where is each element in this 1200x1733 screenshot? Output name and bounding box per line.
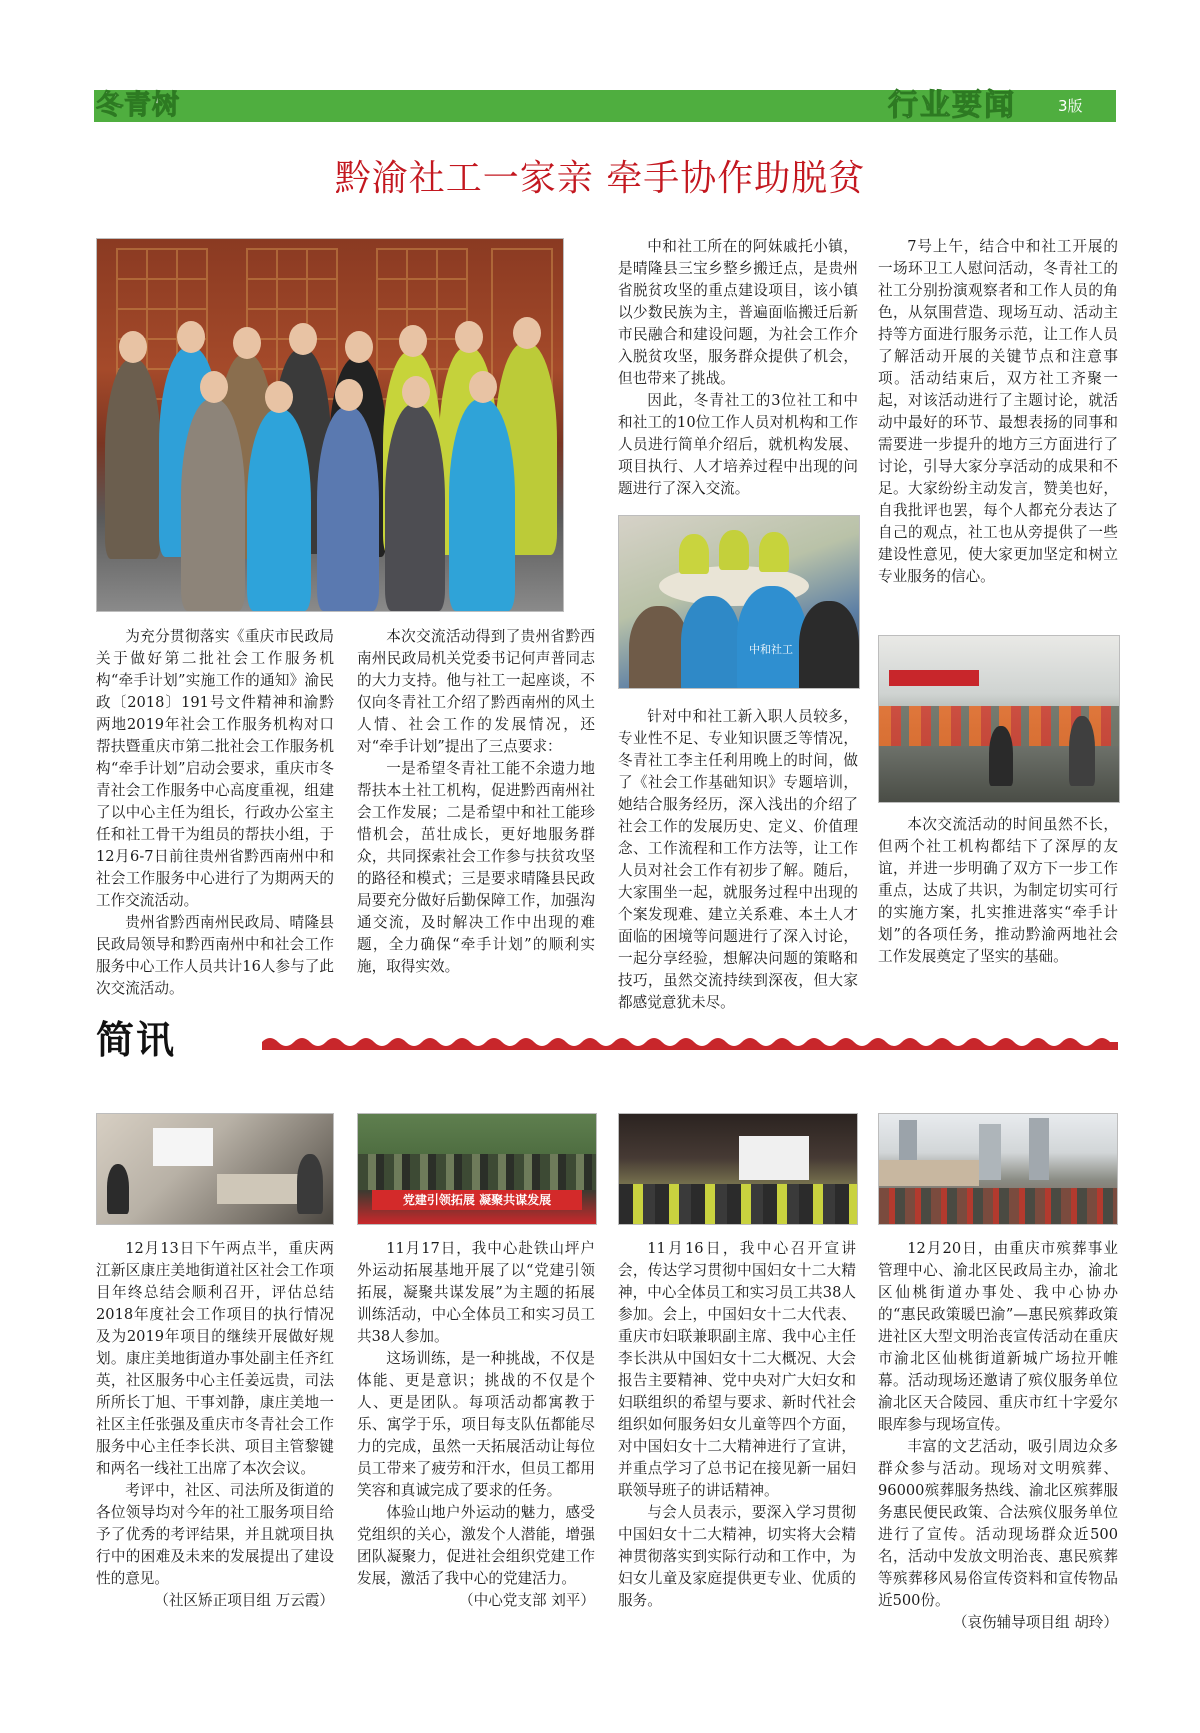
article-column-3	[618, 236, 858, 500]
briefs-section-title: 简讯	[96, 1018, 177, 1062]
meeting-photo	[618, 515, 860, 689]
outdoor-event-photo	[878, 635, 1120, 803]
group-photo	[96, 238, 564, 612]
brief-byline: （社区矫正项目组 万云霞）	[154, 1592, 334, 1609]
brief-3	[618, 1238, 856, 1612]
training-banner-text: 党建引领拓展 凝聚共谋发展	[372, 1190, 582, 1210]
article-column-2	[357, 626, 595, 978]
article-column-3-lower	[618, 706, 858, 1014]
article-column-1	[96, 626, 334, 1000]
brief-paragraph: 12月20日，由重庆市殡葬事业管理中心、渝北区民政局主办，渝北区仙桃街道办事处、我中心协办的“惠民政策暖巴渝”—惠民殡葬政策进社区大型文明治丧宣传活动在重庆市渝北区仙桃街道新城广场拉开帷幕。活动现场还邀请了殡仪服务单位渝北区天合陵园、重庆市红十字爱尔眼库参与现场宣传。	[878, 1240, 1118, 1433]
outdoor-training-photo	[357, 1113, 597, 1225]
brief-paragraph: 12月13日下午两点半，重庆两江新区康庄美地街道社区社会工作项目年终总结会顺利召开，评估总结2018年度社会工作项目的执行情况及为2019年项目的继续开展做好规划。康庄美地街道办事处副主任齐红英，社区服务中心主任姜远贵，司法所所长丁旭、干事刘静，康庄美地一社区主任张强及重庆市冬青社会工作服务中心主任李长洪、项目主管黎键和两名一线社工出席了本次会议。	[96, 1240, 334, 1477]
brief-paragraph: 丰富的文艺活动，吸引周边众多群众参与活动。现场对文明殡葬、96000殡葬服务热线、渝北区殡葬服务惠民便民政策、合法殡仪服务单位进行了宣传。活动现场群众近500名，活动中发放文明治丧、惠民殡葬等殡葬移风易俗宣传资料和宣传物品近500份。	[878, 1438, 1118, 1609]
brief-2	[357, 1238, 595, 1612]
article-column-4	[878, 236, 1118, 588]
brief-paragraph: 11月17日，我中心赴铁山坪户外运动拓展基地开展了以“党建引领拓展，凝聚共谋发展”为主题的拓展训练活动，中心全体员工和实习员工共38人参加。	[357, 1240, 595, 1345]
street-event-photo	[878, 1113, 1118, 1225]
masthead-logo: 冬青树	[96, 90, 180, 121]
brief-paragraph: 11月16日，我中心召开宣讲会，传达学习贯彻中国妇女十二大精神，中心全体员工和实习员工共38人参加。会上，中国妇女十二大代表、重庆市妇联兼职副主席、我中心主任李长洪从中国妇女十二大概况、大会报告主要精神、党中央对广大妇女和妇联组织的希望与要求、新时代社会组织如何服务妇女儿童等四个方面，对中国妇女十二大精神进行了宣讲，并重点学习了总书记在接见新一届妇联领导班子的讲话精神。	[618, 1240, 856, 1499]
section-title: 行业要闻	[888, 88, 1016, 123]
article-paragraph: 针对中和社工新入职人员较多，专业性不足、专业知识匮乏等情况，冬青社工李主任利用晚上的时间，做了《社会工作基础知识》专题培训，她结合服务经历，深入浅出的介绍了社会工作的发展历史、定义、价值理念、工作流程和工作方法等，让工作人员对社会工作有初步了解。随后，大家围坐一起，就服务过程中出现的个案发现难、建立关系难、本土人才面临的困境等问题进行了深入讨论，一起分享经验，想解决问题的策略和技巧，虽然交流持续到深夜，但大家都感觉意犹未尽。	[618, 708, 858, 1011]
brief-paragraph: 体验山地户外运动的魅力，感受党组织的关心，激发个人潜能，增强团队凝聚力，促进社会组织党建工作发展，激活了我中心的党建活力。	[357, 1504, 595, 1587]
brief-paragraph: 与会人员表示，要深入学习贯彻中国妇女十二大精神，切实将大会精神贯彻落实到实际行动和工作中，为妇女儿童及家庭提供更专业、优质的服务。	[618, 1504, 856, 1609]
brief-byline: （中心党支部 刘平）	[459, 1592, 595, 1609]
article-paragraph: 因此，冬青社工的3位社工和中和社工的10位工作人员对机构和工作人员进行简单介绍后，就机构发展、项目执行、人才培养过程中出现的问题进行了深入交流。	[618, 392, 858, 497]
article-paragraph: 7号上午，结合中和社工开展的一场环卫工人慰问活动，冬青社工的社工分别扮演观察者和工作人员的角色，从氛围营造、现场互动、活动主持等方面进行服务示范，让工作人员了解活动开展的关键节点和注意事项。活动结束后，双方社工齐聚一起，对该活动进行了主题讨论，就活动中最好的环节、最想表扬的同事和需要进一步提升的地方三方面进行了讨论，引导大家分享活动的成果和不足。大家纷纷主动发言，赞美也好，自我批评也罢，每个人都充分表达了自己的观点，社工也从旁提供了一些建设性意见，使大家更加坚定和树立专业服务的信心。	[878, 238, 1118, 585]
article-paragraph: 一是希望冬青社工能不余遗力地帮扶本土社工机构，促进黔西南州社会工作发展；二是希望中和社工能珍惜机会，茁壮成长，更好地服务群众，共同探索社会工作参与扶贫攻坚的路径和模式；三是要求晴隆县民政局要充分做好后勤保障工作，加强沟通交流，及时解决工作中出现的难题，全力确保“牵手计划”的顺利实施，取得实效。	[357, 760, 595, 975]
brief-paragraph: 考评中，社区、司法所及街道的各位领导均对今年的社工服务项目给予了优秀的考评结果，并且就项目执行中的困难及未来的发展提出了建设性的意见。	[96, 1482, 334, 1587]
vest-logo-text: 中和社工	[749, 643, 793, 656]
meeting-room-photo	[96, 1113, 334, 1225]
lecture-photo	[618, 1113, 858, 1225]
article-paragraph: 本次交流活动得到了贵州省黔西南州民政局机关党委书记何声普同志的大力支持。他与社工一起座谈，不仅向冬青社工介绍了黔西南州的风土人情、社会工作的发展情况，还对“牵手计划”提出了三点要求：	[357, 628, 595, 755]
article-paragraph: 中和社工所在的阿妹戚托小镇，是晴隆县三宝乡整乡搬迁点，是贵州省脱贫攻坚的重点建设项目，该小镇以少数民族为主，普遍面临搬迁后新市民融合和建设问题，为社会工作介入脱贫攻坚，服务群众提供了机会，但也带来了挑战。	[618, 238, 858, 387]
page-headline: 黔渝社工一家亲 牵手协作助脱贫	[334, 158, 866, 199]
brief-paragraph: 这场训练，是一种挑战，不仅是体能、更是意识；挑战的不仅是个人、更是团队。每项活动都寓教于乐、寓学于乐，项目每支队伍都能尽力的完成，虽然一天拓展活动让每位员工带来了疲劳和汗水，但员工都用笑容和真诚完成了要求的任务。	[357, 1350, 595, 1499]
article-column-4-lower	[878, 814, 1118, 968]
article-paragraph: 贵州省黔西南州民政局、晴隆县民政局领导和黔西南州中和社会工作服务中心工作人员共计16人参与了此次交流活动。	[96, 914, 334, 997]
wave-divider	[262, 1034, 1118, 1050]
edition-label: 3版	[1058, 97, 1083, 115]
brief-1	[96, 1238, 334, 1612]
article-paragraph: 为充分贯彻落实《重庆市民政局关于做好第二批社会工作服务机构“牵手计划”实施工作的通知》渝民政〔2018〕191号文件精神和渝黔两地2019年社会工作服务机构对口帮扶暨重庆市第二批社会工作服务机构“牵手计划”启动会要求，重庆市冬青社会工作服务中心高度重视，组建了以中心主任为组长，行政办公室主任和社工骨干为组员的帮扶小组，于12月6-7日前往贵州省黔西南州中和社会工作服务中心进行了为期两天的工作交流活动。	[96, 628, 334, 909]
brief-byline: （哀伤辅导项目组 胡玲）	[952, 1614, 1118, 1631]
brief-4	[878, 1238, 1118, 1634]
article-paragraph: 本次交流活动的时间虽然不长，但两个社工机构都结下了深厚的友谊，并进一步明确了双方下一步工作重点，达成了共识，为制定切实可行的实施方案，扎实推进落实“牵手计划”的各项任务，推动黔渝两地社会工作发展奠定了坚实的基础。	[878, 816, 1118, 965]
